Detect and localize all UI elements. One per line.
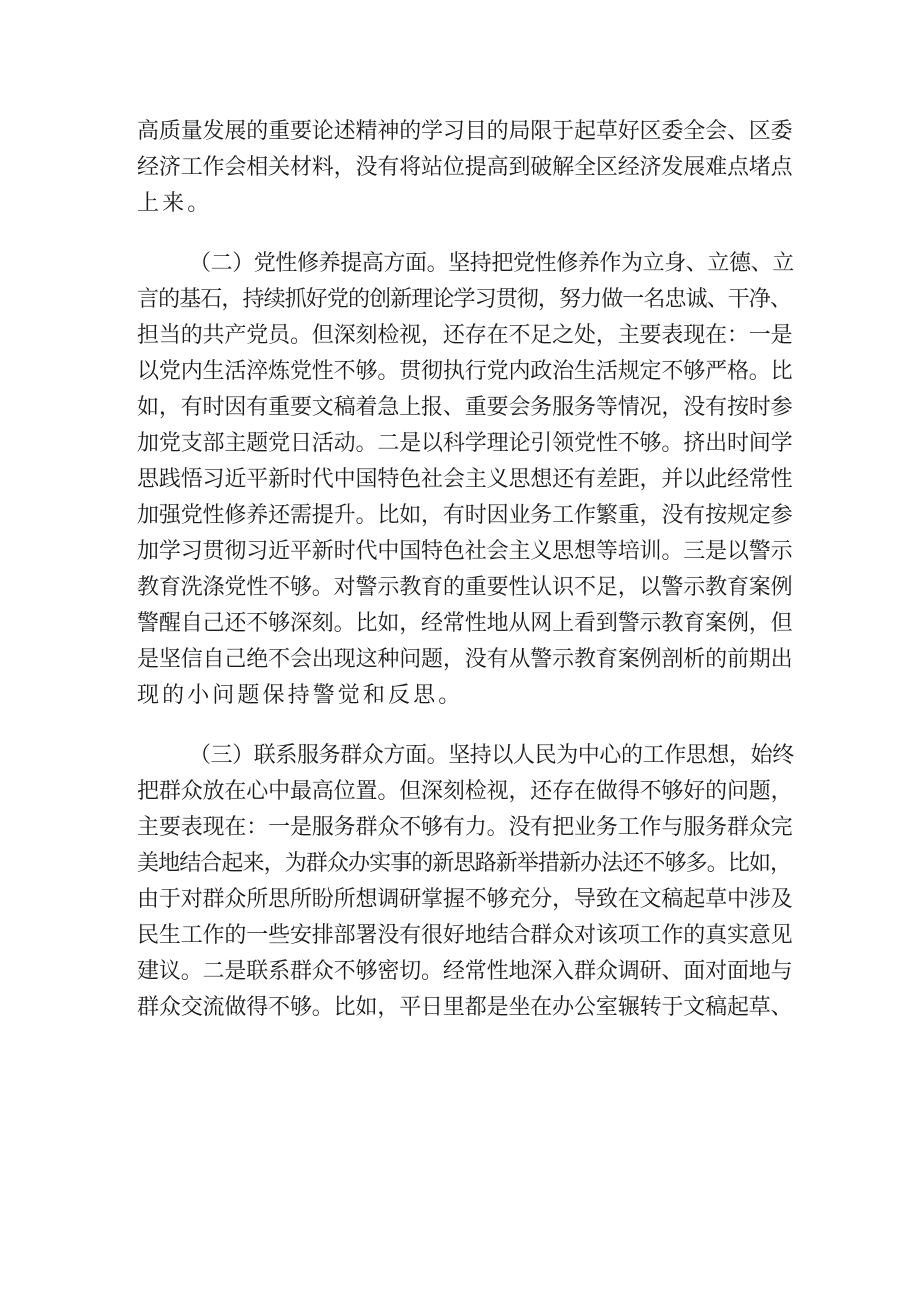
text-line: 加党支部主题党日活动。二是以科学理论引领党性不够。挤出时间学 bbox=[137, 431, 793, 456]
text-line: 思践悟习近平新时代中国特色社会主义思想还有差距，并以此经常性 bbox=[137, 467, 793, 492]
paragraph-1 bbox=[137, 114, 797, 222]
paragraph-3 bbox=[137, 738, 797, 1026]
text-line: 如，有时因有重要文稿着急上报、重要会务服务等情况，没有按时参 bbox=[137, 395, 793, 420]
text-line: 以党内生活淬炼党性不够。贯彻执行党内政治生活规定不够严格。比 bbox=[137, 359, 793, 384]
text-line: 主要表现在：一是服务群众不够有力。没有把业务工作与服务群众完 bbox=[137, 815, 793, 840]
text-line: （二）党性修养提高方面。坚持把党性修养作为立身、立德、立 bbox=[189, 251, 794, 276]
text-line: 经济工作会相关材料，没有将站位提高到破解全区经济发展难点堵点 bbox=[137, 155, 793, 180]
text-line: 民生工作的一些安排部署没有很好地结合群众对该项工作的真实意见 bbox=[137, 923, 793, 948]
text-line: 教育洗涤党性不够。对警示教育的重要性认识不足，以警示教育案例 bbox=[137, 575, 793, 600]
text-line: 上来。 bbox=[137, 191, 213, 216]
text-line: 美地结合起来，为群众办实事的新思路新举措新办法还不够多。比如， bbox=[137, 851, 792, 876]
text-line: 是坚信自己绝不会出现这种问题，没有从警示教育案例剖析的前期出 bbox=[137, 647, 793, 672]
text-line: 加强党性修养还需提升。比如，有时因业务工作繁重，没有按规定参 bbox=[137, 503, 793, 528]
text-line: 担当的共产党员。但深刻检视，还存在不足之处，主要表现在：一是 bbox=[137, 323, 793, 348]
text-line: 群众交流做得不够。比如，平日里都是坐在办公室辗转于文稿起草、 bbox=[137, 995, 793, 1020]
text-line: （三）联系服务群众方面。坚持以人民为中心的工作思想，始终 bbox=[189, 743, 794, 768]
text-line: 现的小问题保持警觉和反思。 bbox=[137, 683, 464, 708]
text-line: 警醒自己还不够深刻。比如，经常性地从网上看到警示教育案例，但 bbox=[137, 611, 793, 636]
text-line: 加学习贯彻习近平新时代中国特色社会主义思想等培训。三是以警示 bbox=[137, 539, 793, 564]
text-line: 建议。二是联系群众不够密切。经常性地深入群众调研、面对面地与 bbox=[137, 959, 793, 984]
paragraph-2 bbox=[137, 246, 797, 714]
text-line: 由于对群众所思所盼所想调研掌握不够充分，导致在文稿起草中涉及 bbox=[137, 887, 793, 912]
text-line: 把群众放在心中最高位置。但深刻检视，还存在做得不够好的问题， bbox=[137, 779, 793, 804]
text-line: 高质量发展的重要论述精神的学习目的局限于起草好区委全会、区委 bbox=[137, 119, 793, 144]
text-line: 言的基石，持续抓好党的创新理论学习贯彻，努力做一名忠诚、干净、 bbox=[137, 287, 792, 312]
document-body bbox=[137, 112, 797, 1026]
